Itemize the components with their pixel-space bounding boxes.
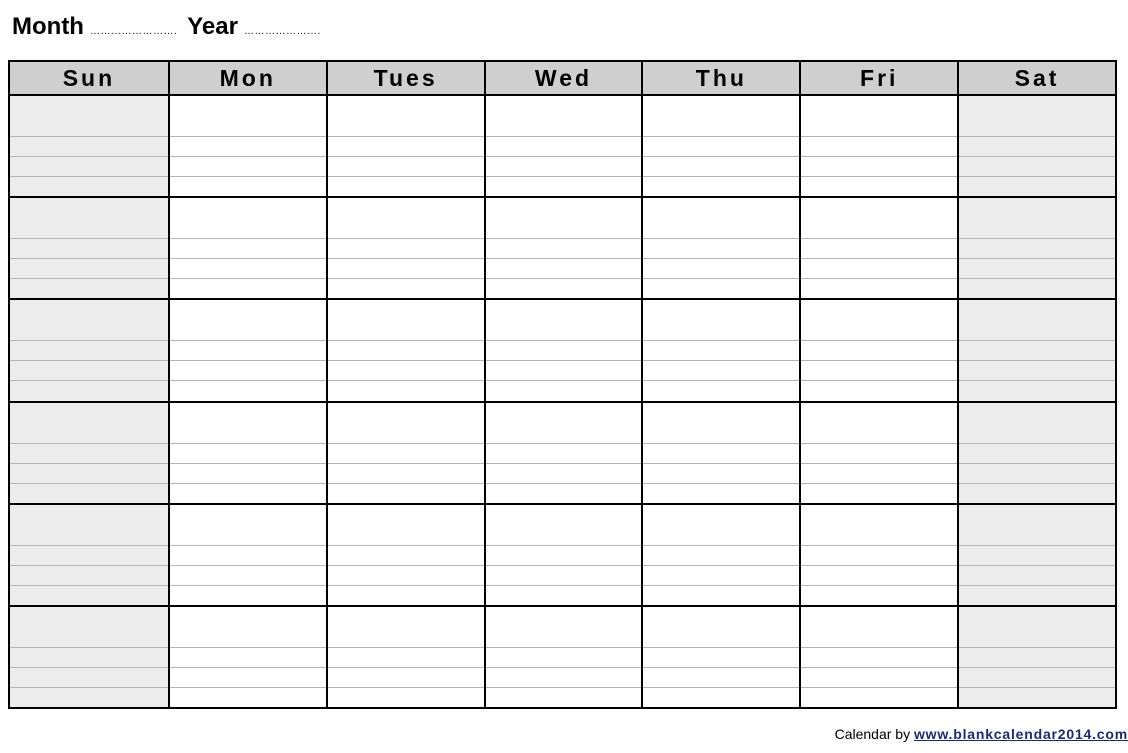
day-cell-top bbox=[170, 403, 326, 443]
day-cell[interactable] bbox=[957, 300, 1115, 400]
day-cell[interactable] bbox=[799, 505, 957, 605]
writing-line bbox=[170, 565, 326, 585]
writing-line bbox=[486, 360, 642, 380]
day-cell-top bbox=[801, 607, 957, 647]
writing-line bbox=[801, 667, 957, 687]
day-cell[interactable] bbox=[168, 96, 326, 196]
writing-line bbox=[486, 136, 642, 156]
day-cell-top bbox=[959, 96, 1115, 136]
day-cell[interactable] bbox=[10, 607, 168, 707]
day-cell-top bbox=[328, 505, 484, 545]
writing-line bbox=[328, 667, 484, 687]
day-cell-top bbox=[959, 505, 1115, 545]
writing-line bbox=[170, 176, 326, 196]
writing-line bbox=[10, 667, 168, 687]
weekday-header-tue: Tues bbox=[326, 62, 484, 94]
day-cell-top bbox=[170, 300, 326, 340]
day-cell[interactable] bbox=[799, 300, 957, 400]
writing-line bbox=[10, 136, 168, 156]
writing-line bbox=[959, 258, 1115, 278]
year-label: Year bbox=[187, 13, 238, 40]
day-cell[interactable] bbox=[799, 607, 957, 707]
writing-line bbox=[643, 463, 799, 483]
day-cell-top bbox=[10, 300, 168, 340]
writing-line bbox=[486, 258, 642, 278]
day-cell-top bbox=[10, 505, 168, 545]
writing-line bbox=[486, 463, 642, 483]
writing-line bbox=[328, 360, 484, 380]
day-cell[interactable] bbox=[484, 300, 642, 400]
writing-line bbox=[486, 380, 642, 400]
weekday-header-mon: Mon bbox=[168, 62, 326, 94]
writing-line bbox=[328, 585, 484, 605]
writing-line bbox=[170, 340, 326, 360]
day-cell-top bbox=[959, 607, 1115, 647]
day-cell[interactable] bbox=[10, 505, 168, 605]
day-cell[interactable] bbox=[168, 607, 326, 707]
writing-line bbox=[643, 483, 799, 503]
day-cell-top bbox=[10, 403, 168, 443]
day-cell-top bbox=[643, 607, 799, 647]
day-cell[interactable] bbox=[326, 96, 484, 196]
day-cell-top bbox=[328, 198, 484, 238]
day-cell[interactable] bbox=[10, 198, 168, 298]
writing-line bbox=[486, 565, 642, 585]
writing-line bbox=[328, 687, 484, 707]
weekday-header-fri: Fri bbox=[799, 62, 957, 94]
writing-line bbox=[328, 545, 484, 565]
writing-line bbox=[328, 340, 484, 360]
day-cell[interactable] bbox=[799, 198, 957, 298]
writing-line bbox=[801, 565, 957, 585]
writing-line bbox=[959, 483, 1115, 503]
day-cell-top bbox=[486, 505, 642, 545]
day-cell-top bbox=[643, 96, 799, 136]
day-cell-top bbox=[486, 607, 642, 647]
day-cell-top bbox=[801, 96, 957, 136]
writing-line bbox=[959, 647, 1115, 667]
writing-line bbox=[10, 380, 168, 400]
writing-line bbox=[959, 360, 1115, 380]
writing-line bbox=[801, 585, 957, 605]
writing-line bbox=[10, 483, 168, 503]
writing-line bbox=[643, 565, 799, 585]
day-cell[interactable] bbox=[168, 505, 326, 605]
writing-line bbox=[170, 156, 326, 176]
writing-line bbox=[170, 258, 326, 278]
day-cell-top bbox=[643, 300, 799, 340]
writing-line bbox=[10, 463, 168, 483]
weekday-header-sat: Sat bbox=[957, 62, 1115, 94]
day-cell-top bbox=[801, 505, 957, 545]
footer-credit bbox=[835, 726, 1128, 742]
writing-line bbox=[170, 463, 326, 483]
writing-line bbox=[643, 545, 799, 565]
day-cell[interactable] bbox=[641, 198, 799, 298]
writing-line bbox=[801, 443, 957, 463]
writing-line bbox=[10, 238, 168, 258]
writing-line bbox=[328, 443, 484, 463]
writing-line bbox=[170, 647, 326, 667]
day-cell-top bbox=[959, 403, 1115, 443]
writing-line bbox=[643, 585, 799, 605]
day-cell[interactable] bbox=[10, 403, 168, 503]
writing-line bbox=[328, 136, 484, 156]
day-cell[interactable] bbox=[10, 300, 168, 400]
writing-line bbox=[486, 238, 642, 258]
day-cell-top bbox=[801, 198, 957, 238]
week-row bbox=[10, 605, 1115, 707]
day-cell-top bbox=[170, 505, 326, 545]
writing-line bbox=[959, 156, 1115, 176]
week-row bbox=[10, 503, 1115, 605]
writing-line bbox=[801, 463, 957, 483]
writing-line bbox=[643, 176, 799, 196]
writing-line bbox=[10, 340, 168, 360]
writing-line bbox=[486, 545, 642, 565]
writing-line bbox=[959, 545, 1115, 565]
day-cell[interactable] bbox=[799, 403, 957, 503]
writing-line bbox=[486, 687, 642, 707]
writing-line bbox=[486, 278, 642, 298]
writing-line bbox=[801, 647, 957, 667]
writing-line bbox=[959, 687, 1115, 707]
day-cell[interactable] bbox=[326, 300, 484, 400]
day-cell-top bbox=[959, 198, 1115, 238]
writing-line bbox=[643, 340, 799, 360]
writing-line bbox=[10, 545, 168, 565]
day-cell[interactable] bbox=[326, 198, 484, 298]
writing-line bbox=[959, 136, 1115, 156]
week-row bbox=[10, 298, 1115, 400]
day-cell[interactable] bbox=[641, 505, 799, 605]
writing-line bbox=[170, 667, 326, 687]
writing-line bbox=[959, 463, 1115, 483]
week-row bbox=[10, 401, 1115, 503]
day-cell-top bbox=[10, 96, 168, 136]
day-cell[interactable] bbox=[641, 300, 799, 400]
footer-prefix: Calendar by bbox=[834, 726, 911, 742]
day-cell[interactable] bbox=[957, 607, 1115, 707]
writing-line bbox=[10, 585, 168, 605]
day-cell-top bbox=[643, 198, 799, 238]
day-cell[interactable] bbox=[484, 96, 642, 196]
day-cell[interactable] bbox=[957, 403, 1115, 503]
month-blank: ……………………. bbox=[89, 26, 178, 37]
writing-line bbox=[801, 360, 957, 380]
writing-line bbox=[801, 380, 957, 400]
writing-line bbox=[959, 667, 1115, 687]
writing-line bbox=[328, 278, 484, 298]
writing-line bbox=[643, 647, 799, 667]
writing-line bbox=[643, 156, 799, 176]
writing-line bbox=[10, 156, 168, 176]
writing-line bbox=[486, 176, 642, 196]
writing-line bbox=[643, 687, 799, 707]
writing-line bbox=[10, 565, 168, 585]
day-cell[interactable] bbox=[957, 505, 1115, 605]
day-cell-top bbox=[170, 96, 326, 136]
day-cell-top bbox=[801, 403, 957, 443]
day-cell-top bbox=[643, 505, 799, 545]
day-cell-top bbox=[328, 96, 484, 136]
writing-line bbox=[328, 380, 484, 400]
day-cell[interactable] bbox=[10, 96, 168, 196]
writing-line bbox=[10, 278, 168, 298]
day-cell[interactable] bbox=[168, 403, 326, 503]
writing-line bbox=[801, 483, 957, 503]
day-cell-top bbox=[328, 607, 484, 647]
writing-line bbox=[10, 258, 168, 278]
calendar-grid bbox=[8, 60, 1117, 709]
writing-line bbox=[959, 278, 1115, 298]
day-cell[interactable] bbox=[484, 505, 642, 605]
writing-line bbox=[801, 687, 957, 707]
weekday-header-wed: Wed bbox=[484, 62, 642, 94]
writing-line bbox=[486, 647, 642, 667]
writing-line bbox=[170, 687, 326, 707]
writing-line bbox=[328, 258, 484, 278]
writing-line bbox=[643, 258, 799, 278]
writing-line bbox=[959, 565, 1115, 585]
writing-line bbox=[328, 156, 484, 176]
writing-line bbox=[643, 360, 799, 380]
writing-line bbox=[486, 340, 642, 360]
writing-line bbox=[328, 463, 484, 483]
day-cell[interactable] bbox=[168, 198, 326, 298]
day-cell[interactable] bbox=[326, 505, 484, 605]
writing-line bbox=[643, 443, 799, 463]
writing-line bbox=[170, 443, 326, 463]
day-cell[interactable] bbox=[641, 403, 799, 503]
writing-line bbox=[170, 136, 326, 156]
writing-line bbox=[328, 565, 484, 585]
day-cell[interactable] bbox=[484, 607, 642, 707]
weeks-container bbox=[10, 96, 1115, 707]
weekday-header-row bbox=[10, 62, 1115, 96]
writing-line bbox=[959, 340, 1115, 360]
writing-line bbox=[486, 483, 642, 503]
footer-link[interactable]: www.blankcalendar2014.com bbox=[913, 726, 1128, 742]
writing-line bbox=[959, 443, 1115, 463]
writing-line bbox=[486, 667, 642, 687]
day-cell[interactable] bbox=[326, 403, 484, 503]
day-cell[interactable] bbox=[957, 96, 1115, 196]
writing-line bbox=[170, 380, 326, 400]
day-cell-top bbox=[170, 198, 326, 238]
day-cell[interactable] bbox=[641, 96, 799, 196]
writing-line bbox=[486, 156, 642, 176]
day-cell-top bbox=[486, 403, 642, 443]
writing-line bbox=[10, 687, 168, 707]
writing-line bbox=[801, 258, 957, 278]
week-row bbox=[10, 96, 1115, 196]
writing-line bbox=[959, 176, 1115, 196]
writing-line bbox=[10, 443, 168, 463]
month-label: Month bbox=[12, 13, 84, 40]
writing-line bbox=[643, 238, 799, 258]
writing-line bbox=[801, 156, 957, 176]
writing-line bbox=[643, 380, 799, 400]
day-cell-top bbox=[486, 198, 642, 238]
writing-line bbox=[643, 136, 799, 156]
writing-line bbox=[801, 340, 957, 360]
day-cell[interactable] bbox=[484, 403, 642, 503]
writing-line bbox=[959, 238, 1115, 258]
writing-line bbox=[486, 585, 642, 605]
writing-line bbox=[801, 136, 957, 156]
day-cell-top bbox=[328, 403, 484, 443]
writing-line bbox=[328, 647, 484, 667]
day-cell[interactable] bbox=[799, 96, 957, 196]
writing-line bbox=[328, 176, 484, 196]
day-cell-top bbox=[486, 96, 642, 136]
title-bar bbox=[12, 13, 331, 45]
day-cell-top bbox=[801, 300, 957, 340]
writing-line bbox=[801, 238, 957, 258]
day-cell[interactable] bbox=[326, 607, 484, 707]
day-cell[interactable] bbox=[641, 607, 799, 707]
writing-line bbox=[959, 380, 1115, 400]
writing-line bbox=[801, 278, 957, 298]
writing-line bbox=[170, 585, 326, 605]
writing-line bbox=[170, 278, 326, 298]
day-cell-top bbox=[10, 607, 168, 647]
writing-line bbox=[959, 585, 1115, 605]
day-cell-top bbox=[959, 300, 1115, 340]
day-cell-top bbox=[328, 300, 484, 340]
writing-line bbox=[328, 483, 484, 503]
week-row bbox=[10, 196, 1115, 298]
day-cell[interactable] bbox=[484, 198, 642, 298]
day-cell-top bbox=[486, 300, 642, 340]
writing-line bbox=[801, 176, 957, 196]
writing-line bbox=[170, 545, 326, 565]
day-cell-top bbox=[170, 607, 326, 647]
writing-line bbox=[643, 667, 799, 687]
weekday-header-sun: Sun bbox=[10, 62, 168, 94]
writing-line bbox=[328, 238, 484, 258]
writing-line bbox=[643, 278, 799, 298]
writing-line bbox=[486, 443, 642, 463]
writing-line bbox=[170, 360, 326, 380]
day-cell-top bbox=[643, 403, 799, 443]
year-blank: …………………. bbox=[243, 26, 321, 37]
writing-line bbox=[170, 238, 326, 258]
writing-line bbox=[10, 647, 168, 667]
writing-line bbox=[10, 360, 168, 380]
day-cell-top bbox=[10, 198, 168, 238]
weekday-header-thu: Thu bbox=[641, 62, 799, 94]
day-cell[interactable] bbox=[957, 198, 1115, 298]
writing-line bbox=[801, 545, 957, 565]
day-cell[interactable] bbox=[168, 300, 326, 400]
writing-line bbox=[10, 176, 168, 196]
writing-line bbox=[170, 483, 326, 503]
